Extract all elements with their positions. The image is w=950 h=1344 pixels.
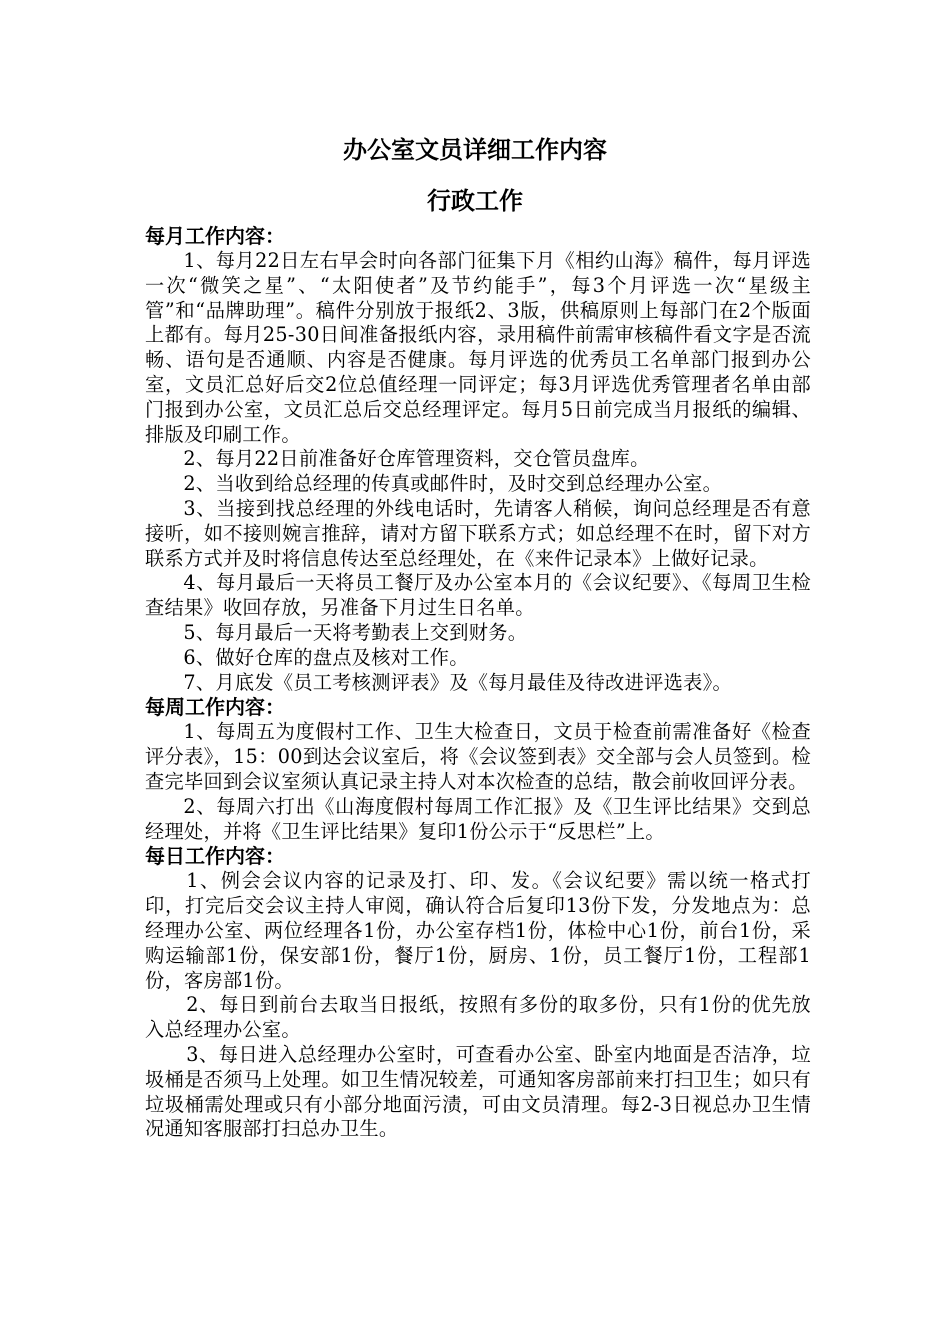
monthly-item-4: 3、当接到找总经理的外线电话时，先请客人稍候，询问总经理是否有意接听，如不接则婉言推辞，请对方留下联系方式；如总经理不在时，留下对方联系方式并及时将信息传达至总经理处，在《来件记录本》上做好记录。: [145, 496, 811, 570]
daily-item-2: 2、每日到前台去取当日报纸，按照有多份的取多份，只有1份的优先放入总经理办公室。: [145, 993, 811, 1042]
weekly-item-2: 2、每周六打出《山海度假村每周工作汇报》及《卫生评比结果》交到总经理处，并将《卫生评比结果》复印1份公示于“反思栏”上。: [145, 794, 811, 843]
section-heading-monthly: 每月工作内容：: [145, 224, 285, 248]
monthly-item-3: 2、当收到给总经理的传真或邮件时，及时交到总经理办公室。: [183, 472, 723, 496]
section-heading-weekly: 每周工作内容：: [145, 695, 285, 720]
monthly-item-2: 2、每月22日前准备好仓库管理资料，交仓管员盘库。: [183, 447, 650, 471]
weekly-item-1: 1、每周五为度假村工作、卫生大检查日，文员于检查前需准备好《检查评分表》，15：00到达会议室后，将《会议签到表》交全部与会人员签到。检查完毕回到会议室须认真记录主持人对本次检查的总结，散会前收回评分表。: [145, 720, 811, 793]
daily-item-1: 1、例会会议内容的记录及打、印、发。《会议纪要》需以统一格式打印，打完后交会议主持人审阅，确认符合后复印13份下发，分发地点为：总经理办公室、两位经理各1份，办公室存档1份，体检中心1份，前台1份，采购运输部1份，保安部1份，餐厅1份，厨房、1份，员工餐厅1份，工程部1份，客房部1份。: [145, 869, 811, 992]
monthly-item-5: 4、每月最后一天将员工餐厅及办公室本月的《会议纪要》、《每周卫生检查结果》收回存放，另准备下月过生日名单。: [145, 571, 811, 620]
document-body: [145, 224, 811, 1142]
daily-item-3: 3、每日进入总经理办公室时，可查看办公室、卧室内地面是否洁净，垃圾桶是否须马上处理。如卫生情况较差，可通知客房部前来打扫卫生；如只有垃圾桶需处理或只有小部分地面污渍，可由文员清理。每2-3日视总办卫生情况通知客服部打扫总办卫生。: [145, 1042, 811, 1141]
monthly-item-6: 5、每月最后一天将考勤表上交到财务。: [183, 620, 528, 644]
document-title: 办公室文员详细工作内容: [343, 136, 607, 164]
monthly-item-7: 6、做好仓库的盘点及核对工作。: [183, 645, 469, 669]
monthly-item-1: 1、每月22日左右早会时向各部门征集下月《相约山海》稿件，每月评选一次“微笑之星”、“太阳使者”及节约能手”，每3个月评选一次“星级主管”和“品牌助理”。稿件分别放于报纸2、3版，供稿原则上每部门在2个版面上都有。每月25-30日间准备报纸内容，录用稿件前需审核稿件看文字是否流畅、语句是否通顺、内容是否健康。每月评选的优秀员工名单部门报到办公室，文员汇总好后交2位总值经理一同评定；每3月评选优秀管理者名单由部门报到办公室，文员汇总后交总经理评定。每月5日前完成当月报纸的编辑、排版及印刷工作。: [145, 249, 811, 446]
section-heading-daily: 每日工作内容：: [145, 844, 285, 869]
document-subtitle: 行政工作: [427, 187, 523, 215]
monthly-item-8: 7、月底发《员工考核测评表》及《每月最佳及待改进评选表》。: [183, 670, 732, 694]
